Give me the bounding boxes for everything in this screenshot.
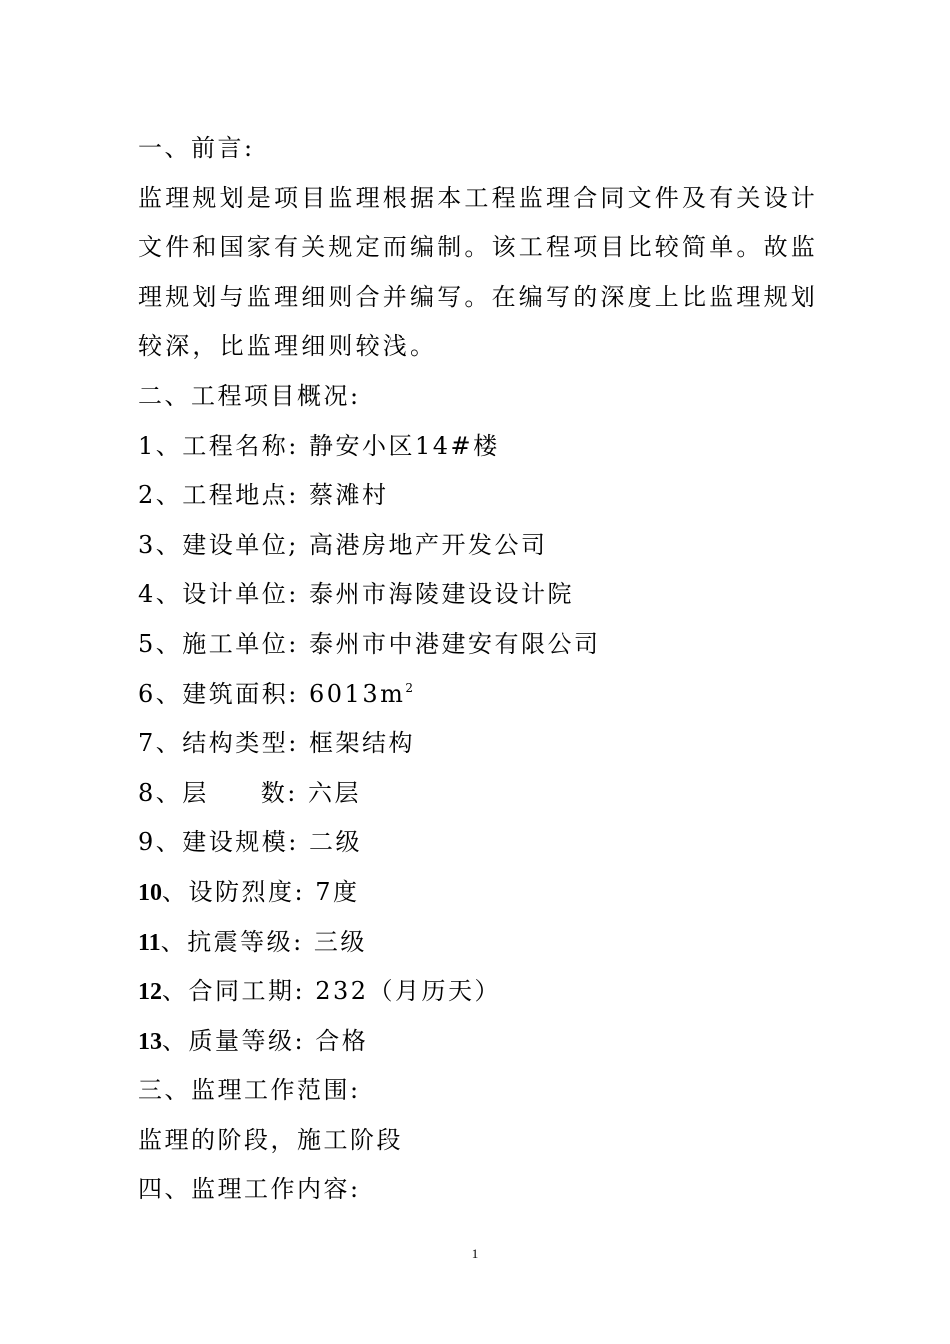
overview-item-10: 10、设防烈度: 7度 (138, 877, 360, 906)
overview-item-13: 13、质量等级: 合格 (138, 1026, 369, 1055)
overview-heading: 二、工程项目概况: (138, 381, 361, 410)
document-body (138, 124, 838, 1215)
overview-item-7: 7、结构类型: 框架结构 (138, 729, 416, 758)
overview-item-2: 2、工程地点: 蔡滩村 (138, 481, 389, 510)
overview-item-3: 3、建设单位; 高港房地产开发公司 (138, 530, 548, 559)
work-content-heading: 四、监理工作内容: (138, 1175, 361, 1204)
preface-heading: 一、前言: (138, 134, 255, 162)
overview-item-4: 4、设计单位: 泰州市海陵建设设计院 (138, 580, 575, 609)
superscript-2: 2 (405, 680, 416, 695)
scope-heading: 三、监理工作范围: (138, 1076, 361, 1105)
overview-item-5: 5、施工单位: 泰州市中港建安有限公司 (138, 629, 601, 658)
preface-paragraph: 监理规划是项目监理根据本工程监理合同文件及有关设计文件和国家有关规定而编制。该工程项目比较简单。故监理规划与监理细则合并编写。在编写的深度上比监理规划较深，比监理细则较浅。 (138, 183, 818, 361)
overview-item-12: 12、合同工期: 232（月历天） (138, 977, 502, 1006)
page-number: 1 (471, 1246, 479, 1261)
overview-item-6: 6、建筑面积: $6013m^2$ (138, 679, 416, 708)
overview-item-1: 1、工程名称: 静安小区14#楼 (138, 431, 500, 460)
scope-paragraph: 监理的阶段，施工阶段 (138, 1125, 403, 1154)
overview-item-11: 11、抗震等级: 三级 (138, 927, 367, 956)
overview-item-9: 9、建设规模: 二级 (138, 828, 363, 857)
overview-item-8: 8、层 数: 六层 (138, 778, 362, 807)
